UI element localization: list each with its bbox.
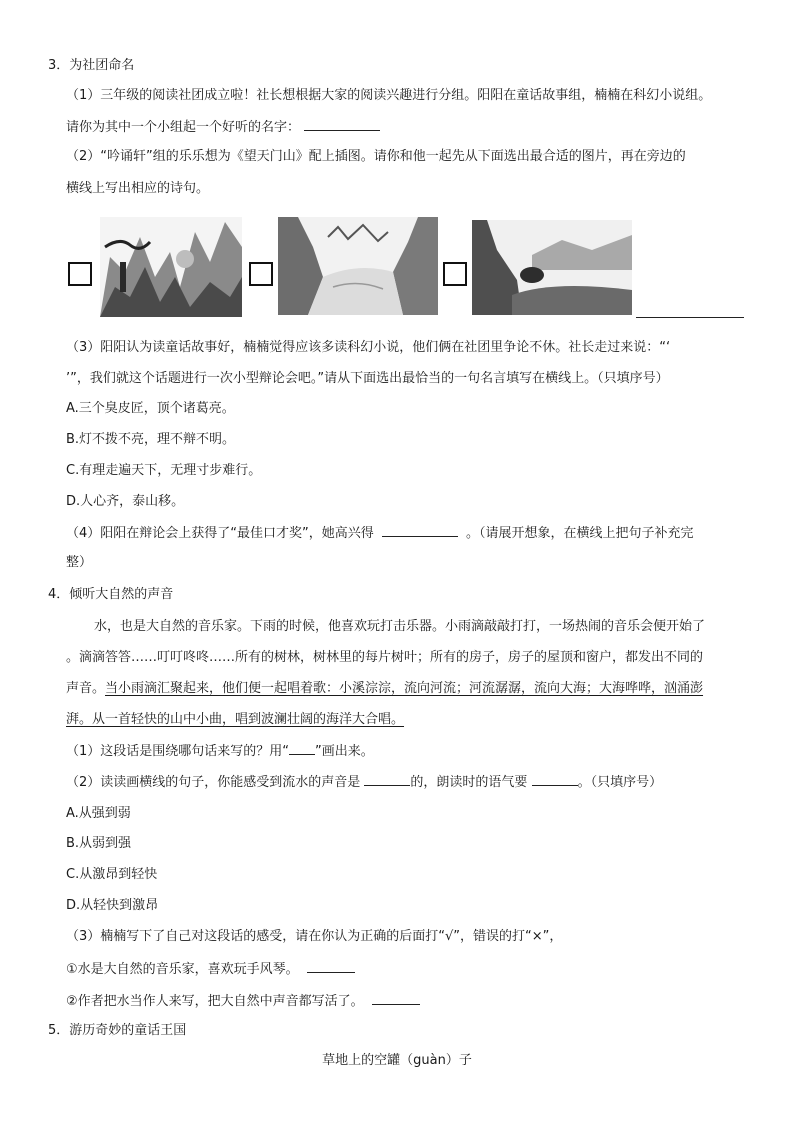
q4-option-d: D.从轻快到激昂	[66, 898, 159, 913]
q3-part4-instruction: 。（请展开想象，在横线上把句子补充完	[466, 526, 694, 541]
q4-sub2-end: 。（只填序号）	[577, 775, 663, 790]
q3-part4-prompt: （4）阳阳在辩论会上获得了“最佳口才奖”，她高兴得	[66, 526, 374, 541]
q4-sub1-start: （1）这段话是围绕哪句话来写的？用“	[66, 744, 290, 759]
q3-part3-line2: ’”，我们就这个话题进行一次小型辩论会吧。”请从下面选出最恰当的一句名言填写在横线上。（只填序号）	[66, 371, 669, 386]
q3-option-b: B.灯不拨不亮，理不辩不明。	[66, 432, 236, 447]
passage-line-4: 湃。从一首轻快的山中小曲，唱到波澜壮阔的海洋大合唱。	[66, 712, 405, 727]
q4-option-c: C.从激昂到轻快	[66, 867, 158, 882]
q3-part1-prompt: 请你为其中一个小组起一个好听的名字：	[66, 120, 301, 135]
q4-sub1	[66, 742, 374, 761]
water-sound-blank[interactable]	[364, 773, 410, 786]
passage-line-3-start: 声音。	[66, 681, 106, 696]
picture-2-checkbox[interactable]	[249, 262, 273, 286]
q3-part4-line2: 整）	[66, 555, 93, 570]
passage-line-3	[66, 680, 703, 698]
q3-part4-line1	[66, 524, 694, 543]
judgement-1-text: ①水是大自然的音乐家，喜欢玩手风琴。	[66, 962, 299, 977]
happy-completion-blank[interactable]	[382, 524, 458, 537]
passage-line-2: 。滴滴答答……叮叮咚咚……所有的树林，树林里的每片树叶；所有的房子，房子的屋顶和窗户，都发出不同的	[66, 650, 704, 665]
passage-line-1: 水，也是大自然的音乐家。下雨的时候，他喜欢玩打击乐器。小雨滴敲敲打打，一场热闹的音乐会便开始了	[94, 619, 706, 634]
q4-sub1-end: ”画出来。	[315, 744, 374, 759]
q3-part1-line1: （1）三年级的阅读社团成立啦！社长想根据大家的阅读兴趣进行分组。阳阳在童话故事组，楠楠在科幻小说组。	[66, 88, 712, 103]
q3-part1-line2	[66, 118, 380, 137]
q4-heading: 4．倾听大自然的声音	[48, 587, 174, 602]
judgement-1	[66, 960, 355, 979]
picture-3-checkbox[interactable]	[443, 262, 467, 286]
picture-2-river-gorge-painting	[278, 217, 438, 315]
q3-part2-line1: （2）“吟诵轩”组的乐乐想为《望天门山》配上插图。请你和他一起先从下面选出最合适的图片，再在旁边的	[66, 149, 686, 164]
q3-option-d: D.人心齐，泰山移。	[66, 494, 185, 509]
underline-mark-sample	[289, 742, 315, 755]
reading-tone-blank[interactable]	[532, 773, 578, 786]
q4-option-b: B.从弱到强	[66, 836, 132, 851]
q4-sub2	[66, 773, 662, 792]
q5-heading: 5．游历奇妙的童话王国	[48, 1023, 187, 1038]
q4-option-a: A.从强到弱	[66, 806, 131, 821]
group-name-blank[interactable]	[304, 118, 380, 131]
q3-part2-line2: 横线上写出相应的诗句。	[66, 181, 210, 196]
q3-option-a: A.三个臭皮匠，顶个诸葛亮。	[66, 401, 235, 416]
judgement-2-text: ②作者把水当作人来写，把大自然中声音都写活了。	[66, 994, 364, 1009]
picture-3-landscape-painting	[472, 220, 632, 315]
judgement-2-blank[interactable]	[372, 992, 420, 1005]
q4-sub3: （3）楠楠写下了自己对这段话的感受，请在你认为正确的后面打“√”，错误的打“×”，	[66, 929, 563, 944]
picture-1-mountain-painting	[100, 217, 242, 317]
q4-sub2-mid: 的，朗读时的语气要	[410, 775, 528, 790]
q3-part3-line1: （3）阳阳认为读童话故事好，楠楠觉得应该多读科幻小说，他们俩在社团里争论不休。社长走过来说：“‘	[66, 340, 671, 355]
passage-underlined-sentence: 当小雨滴汇聚起来，他们便一起唱着歌：小溪淙淙，流向河流；河流潺潺，流向大海；大海哗哗，汹涌澎	[105, 681, 704, 696]
q3-option-c: C.有理走遍天下，无理寸步难行。	[66, 463, 262, 478]
q3-heading: 3．为社团命名	[48, 58, 135, 73]
q4-sub2-start: （2）读读画横线的句子，你能感受到流水的声音是	[66, 775, 361, 790]
story-title: 草地上的空罐（guàn）子	[322, 1053, 472, 1068]
judgement-2	[66, 992, 420, 1011]
poem-line-blank[interactable]	[636, 305, 744, 318]
judgement-1-blank[interactable]	[307, 960, 355, 973]
picture-1-checkbox[interactable]	[68, 262, 92, 286]
